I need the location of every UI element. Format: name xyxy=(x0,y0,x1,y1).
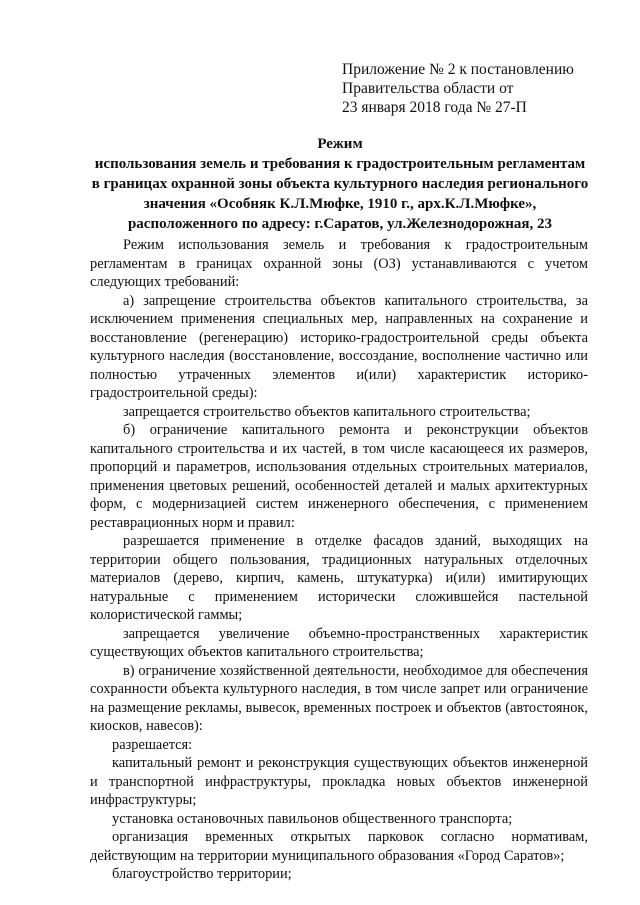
title-line: Режим xyxy=(317,136,363,152)
paragraph: разрешается: xyxy=(112,736,193,753)
paragraph-intro: Режим использования земель и требования к градостроительным регламентам в границах охранной зоны (ОЗ) устанавливаются с учетом следующих требований: xyxy=(90,237,588,290)
title-line: использования земель и требования к градостроительным регламентам xyxy=(94,156,586,172)
appendix-header xyxy=(342,60,632,117)
paragraph-item-b: б) ограничение капитального ремонта и реконструкции объектов капитального строительства и их частей, в том числе касающееся их размеров, пропорций и параметров, использования отдельных строительных материалов, применения цветовых решений, особенностей деталей и малых архитектурных форм, с модернизацией систем инженерного обеспечения, с применением реставрационных норм и правил: xyxy=(90,422,588,531)
document-body xyxy=(90,236,588,884)
title-line: в границах охранной зоны объекта культурного наследия регионального xyxy=(91,176,589,192)
appendix-line: 23 января 2018 года № 27-П xyxy=(342,99,527,116)
paragraph: запрещается увеличение объемно-пространственных характеристик существующих объектов капитального строительства; xyxy=(90,625,588,660)
appendix-line: Правительства области от xyxy=(342,80,514,97)
appendix-line: Приложение № 2 к постановлению xyxy=(342,61,574,78)
title-line: значения «Особняк К.Л.Мюфке, 1910 г., арх.К.Л.Мюфке», xyxy=(143,196,537,212)
paragraph: запрещается строительство объектов капитального строительства; xyxy=(123,403,531,420)
paragraph-item-v: в) ограничение хозяйственной деятельности, необходимое для обеспечения сохранности объекта культурного наследия, в том числе запрет или ограничение на размещение рекламы, вывесок, временных построек и объектов (автостоянок, киосков, навесов): xyxy=(90,662,588,734)
paragraph: разрешается применение в отделке фасадов зданий, выходящих на территории общего пользования, традиционных натуральных отделочных материалов (дерево, кирпич, камень, штукатурка) и(или) имитирующих натуральные с применением исторически сложившейся пастельной колористической гаммы; xyxy=(90,533,588,623)
paragraph: капитальный ремонт и реконструкция существующих объектов инженерной и транспортной инфраструктуры, прокладка новых объектов инженерной инфраструктуры; xyxy=(90,755,588,808)
paragraph: организация временных открытых парковок согласно нормативам, действующим на территории муниципального образования «Город Саратов»; xyxy=(90,829,588,864)
paragraph-item-a: а) запрещение строительства объектов капитального строительства, за исключением применения специальных мер, направленных на сохранение и восстановление (регенерацию) историко-градостроительной среды объекта культурного наследия (восстановление, воссоздание, восполнение частично или полностью утраченных элементов и(или) характеристик историко-градостроительной среды): xyxy=(90,292,588,401)
title-line: расположенного по адресу: г.Саратов, ул.Железнодорожная, 23 xyxy=(127,216,553,232)
paragraph: благоустройство территории; xyxy=(112,866,292,882)
document-title xyxy=(70,134,610,234)
paragraph: установка остановочных павильонов общественного транспорта; xyxy=(112,810,513,827)
